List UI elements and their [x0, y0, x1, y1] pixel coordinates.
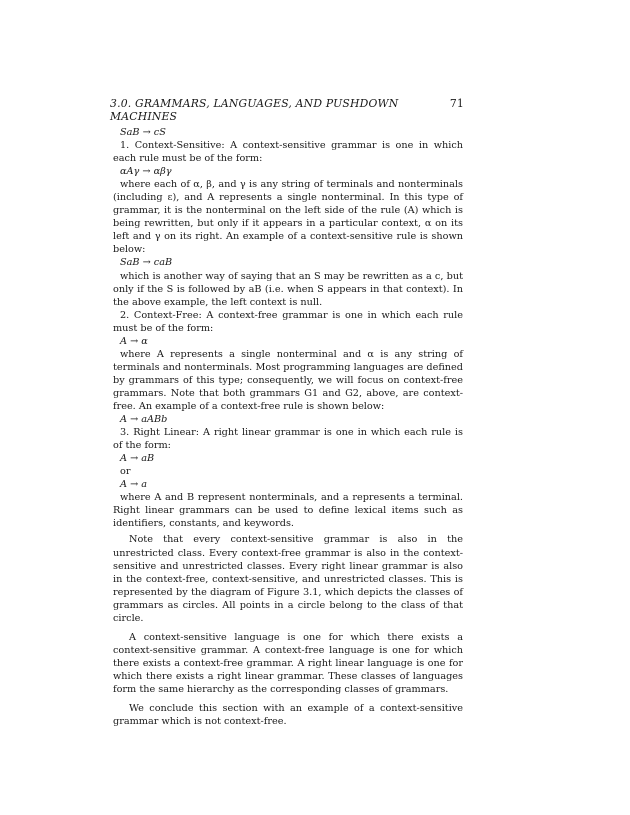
rule-cs-form: αAγ → αβγ [120, 166, 172, 178]
para-languages: A context-sensitive language is one for which there exists a context-sensitive grammar. A context-free language is one for which there exists a context-free grammar. A right linear language is one for which there exists a right linear grammar. These classes of languages form the same hierarchy as the corresponding classes of grammars. [113, 631, 463, 695]
page-body [113, 126, 463, 728]
rule-cf-form: A → α [120, 335, 148, 347]
rule-rl-form2: A → a [120, 479, 148, 491]
or-word: or [120, 466, 131, 478]
rule-cs-example: SaB → caB [120, 257, 173, 269]
item3-intro: 3. Right Linear: A right linear grammar is one in which each rule is of the form: [113, 427, 463, 452]
para-conclude: We conclude this section with an example of a context-sensitive grammar which is not context-free. [113, 703, 463, 728]
item2-explanation: where A represents a single nonterminal and α is any string of terminals and nonterminals. Most programming languages are defined by grammars of this type; consequently, we will focus on context-free grammars. Note that both grammars G1 and G2, above, are context-free. An example of a context-free rule is shown below: [113, 348, 463, 412]
page-number: 71 [449, 97, 464, 110]
item1-example-note: which is another way of saying that an S may be rewritten as a c, but only if the S is followed by aB (i.e. when S appears in that context). In the above example, the left context is null. [113, 270, 463, 308]
rule-sab-cs: SaB → cS [120, 127, 166, 138]
item1-explanation: where each of α, β, and γ is any string of terminals and nonterminals (including ε), and A represents a single nonterminal. In this type of grammar, it is the nonterminal on the left side of the rule (A) which is being rewritten, but only if it appears in a particular context, α on its left and γ on its right. An example of a context-sensitive rule is shown below: [113, 179, 463, 256]
item2-intro: 2. Context-Free: A context-free grammar is one in which each rule must be of the form: [113, 309, 463, 334]
para-hierarchy: Note that every context-sensitive grammar is also in the unrestricted class. Every context-free grammar is also in the context-sensitive and unrestricted classes. Every right linear grammar is also in the context-free, context-sensitive, and unrestricted classes. This is represented by the diagram of Figure 3.1, which depicts the classes of grammars as circles. All points in a circle belong to the class of that circle. [113, 534, 463, 624]
rule-rl-form1: A → aB [120, 453, 155, 465]
running-header [110, 97, 464, 123]
rule-cf-example: A → aABb [120, 414, 168, 426]
running-title: 3.0. GRAMMARS, LANGUAGES, AND PUSHDOWN MACHINES [110, 97, 399, 123]
item1-intro: 1. Context-Sensitive: A context-sensitive grammar is one in which each rule must be of the form: [113, 140, 463, 165]
item3-explanation: where A and B represent nonterminals, and a represents a terminal. Right linear grammars can be used to define lexical items such as identifiers, constants, and keywords. [113, 492, 463, 530]
